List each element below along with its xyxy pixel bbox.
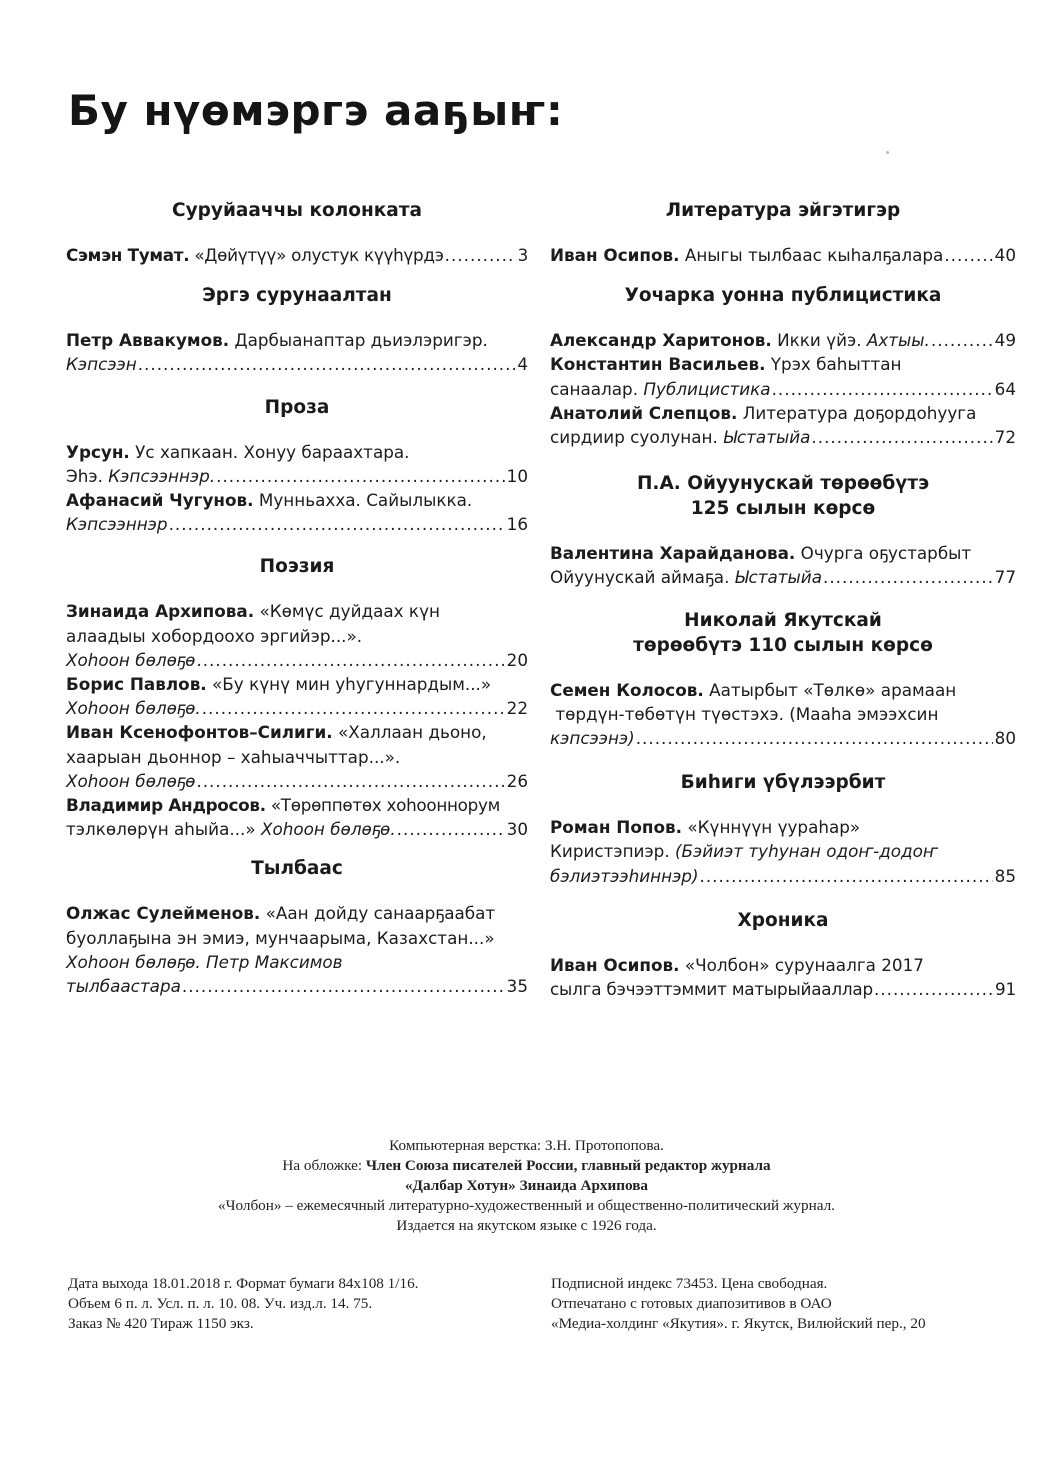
imprint-line: Дата выхода 18.01.2018 г. Формат бумаги 84х108 1/16. xyxy=(68,1275,419,1292)
entry-author: Анатолий Слепцов. xyxy=(550,402,738,423)
entry-author: Зинаида Архипова. xyxy=(66,601,255,622)
toc-section xyxy=(550,471,1016,589)
imprint-line: Отпечатано с готовых диапозитивов в ОАО xyxy=(551,1295,832,1312)
imprint-line: Подписной индекс 73453. Цена свободная. xyxy=(551,1275,828,1292)
toc-entry[interactable] xyxy=(66,599,528,672)
entry-author: Иван Осипов. xyxy=(550,954,680,975)
dot-leader xyxy=(196,648,504,672)
entry-tail: бэлиэтээһиннэр) xyxy=(550,865,699,886)
dot-leader xyxy=(700,864,993,888)
entry-page: 40 xyxy=(994,245,1016,265)
cover-label: На обложке: xyxy=(282,1157,366,1174)
entry-line: «Төрөппөтөх хоһооннорум xyxy=(270,795,500,816)
section-title: П.А. Ойуунускай төрөөбүтэ 125 сылын көрсө xyxy=(636,473,930,520)
dot-leader xyxy=(445,243,516,267)
entry-tail: Ахтыы. xyxy=(866,330,930,351)
entry-tail: Хоһоон бөлөҕө xyxy=(66,649,196,670)
toc-entry[interactable] xyxy=(66,793,528,841)
scan-speck xyxy=(886,151,889,154)
entry-page: 3 xyxy=(517,245,528,265)
entry-author: Иван Осипов. xyxy=(550,245,680,265)
toc-entry[interactable] xyxy=(66,720,528,793)
entry-tail-plain: Эһэ. xyxy=(66,465,103,486)
entry-line: «Чолбон» сурунаалга 2017 xyxy=(684,954,924,975)
section-title: Литература эйгэтигэр xyxy=(665,200,901,221)
entry-page: 72 xyxy=(994,427,1016,448)
entry-tail: Аныгы тылбаас кыһалҕалара xyxy=(684,245,944,265)
toc-section xyxy=(550,283,1016,449)
toc-entry[interactable] xyxy=(66,901,528,998)
entry-author: Роман Попов. xyxy=(550,817,682,838)
entry-page: 49 xyxy=(994,330,1016,351)
toc-entry[interactable] xyxy=(66,488,528,536)
entry-author: Александр Харитонов. xyxy=(550,330,772,351)
dot-leader xyxy=(397,817,505,841)
toc-section xyxy=(66,198,528,267)
toc-section xyxy=(66,283,528,376)
entry-line: Ус хапкаан. Хонуу бараахтара. xyxy=(135,441,410,462)
entry-line: төрдүн-төбөтүн түөстэхэ. (Мааһа эмээхсин xyxy=(550,703,939,724)
entry-author: Владимир Андросов. xyxy=(66,795,266,816)
toc-entry[interactable] xyxy=(550,352,1016,400)
dot-leader xyxy=(202,696,505,720)
entry-page: 64 xyxy=(994,378,1016,399)
section-title: Проза xyxy=(264,396,330,418)
entry-line: хаарыан дьоннор – хаһыаччыттар...». xyxy=(66,746,401,767)
layout-credit: Компьютерная верстка: З.Н. Протопопова. xyxy=(389,1137,664,1154)
dot-leader xyxy=(636,726,993,750)
section-title: Суруйааччы колонката xyxy=(172,200,422,221)
page-title: Бу нүөмэргэ ааҕыҥ: xyxy=(68,86,564,135)
toc-section xyxy=(550,908,1016,1001)
toc-entry[interactable] xyxy=(550,815,1016,888)
entry-author: Семен Колосов. xyxy=(550,679,704,700)
toc-entry[interactable] xyxy=(66,672,528,720)
dot-leader xyxy=(196,769,504,793)
imprint-line: «Медиа-холдинг «Якутия». г. Якутск, Вилюйский пер., 20 xyxy=(551,1315,926,1332)
dot-leader xyxy=(216,464,505,488)
entry-line: «Бу күнү мин уһугуннардым...» xyxy=(212,674,492,695)
entry-author: Иван Ксенофонтов–Силиги. xyxy=(66,722,333,743)
toc-section xyxy=(66,395,528,537)
toc-entry[interactable] xyxy=(66,328,528,376)
entry-line: «Күннүүн үураһар» xyxy=(687,817,861,838)
entry-line: Хоһоон бөлөҕө. Петр Максимов xyxy=(66,951,343,972)
dot-leader xyxy=(772,377,993,401)
entry-page: 22 xyxy=(506,698,528,719)
entry-tail: Хоһоон бөлөҕө xyxy=(66,770,196,791)
toc-left-column xyxy=(66,198,528,998)
entry-tail: Публицистика xyxy=(643,378,771,399)
entry-author: Валентина Харайданова. xyxy=(550,543,796,564)
dot-leader xyxy=(182,974,505,998)
entry-author: Олжас Сулейменов. xyxy=(66,903,261,924)
toc-entry[interactable] xyxy=(550,953,1016,1001)
entry-author: Петр Аввакумов. xyxy=(66,330,230,351)
toc-right-column xyxy=(550,198,1016,1001)
dot-leader xyxy=(874,977,993,1001)
toc-entry[interactable] xyxy=(550,541,1016,589)
imprint-line: Заказ № 420 Тираж 1150 экз. xyxy=(68,1315,254,1332)
entry-line-italic: (Бэйиэт туһунан одоҥ-додоҥ xyxy=(675,841,938,862)
dot-leader xyxy=(169,512,505,536)
entry-line: «Халлаан дьоно, xyxy=(338,722,487,743)
entry-line: буоллаҕына эн эмиэ, мунчаарыма, Казахстан...» xyxy=(66,927,495,948)
toc-entry[interactable] xyxy=(550,243,1016,267)
dot-leader xyxy=(931,328,993,352)
entry-line: Мунньахха. Сайылыкка. xyxy=(258,490,473,511)
entry-page: 80 xyxy=(994,728,1016,749)
journal-about: «Чолбон» – ежемесячный литературно-художественный и общественно-политический журнал. xyxy=(218,1197,835,1214)
entry-page: 35 xyxy=(506,976,528,997)
dot-leader xyxy=(944,243,992,267)
toc-entry[interactable] xyxy=(550,401,1016,449)
cover-text: Член Союза писателей России, главный редактор журнала xyxy=(365,1157,771,1174)
entry-tail-plain: тэлкөлөрүн аһыйа...» xyxy=(66,819,256,840)
entry-line: Аатырбыт «Төлкө» арамаан xyxy=(709,679,957,700)
toc-entry[interactable] xyxy=(66,440,528,488)
imprint-center xyxy=(0,1136,1053,1236)
dot-leader xyxy=(811,425,992,449)
section-title: Биһиги үбүлээрбит xyxy=(680,772,886,794)
journal-about: Издается на якутском языке с 1926 года. xyxy=(396,1217,657,1234)
entry-author: Константин Васильев. xyxy=(550,354,766,375)
dot-leader xyxy=(823,565,993,589)
entry-page: 10 xyxy=(506,465,528,486)
dot-leader xyxy=(138,352,516,376)
entry-line: Үрэх баһыттан xyxy=(770,354,902,375)
entry-line: «Көмүс дуйдаах күн xyxy=(259,601,440,622)
entry-tail: сылга бэчээттэммит матырыйааллар xyxy=(550,979,873,1000)
section-title: Уочарка уонна публицистика xyxy=(624,285,942,307)
section-title: Тылбаас xyxy=(251,858,343,880)
entry-author: Сэмэн Тумат. xyxy=(66,245,190,265)
entry-page: 20 xyxy=(506,649,528,670)
section-title: Эргэ сурунаалтан xyxy=(202,285,392,307)
entry-line: алаадыы хобордоохо эргийэр...». xyxy=(66,625,363,646)
section-title: Поэзия xyxy=(259,556,335,578)
entry-tail-plain: сирдиир суолунан. xyxy=(550,427,718,448)
entry-page: 85 xyxy=(994,865,1016,886)
entry-line: Очурга оҕустарбыт xyxy=(800,543,972,564)
imprint-line: Объем 6 п. л. Усл. п. л. 10. 08. Уч. изд.л. 14. 75. xyxy=(68,1295,373,1312)
entry-tail: кэпсээнэ) xyxy=(550,728,635,749)
entry-tail: Кэпсээннэр xyxy=(66,514,168,535)
entry-tail-plain: Икки үйэ. xyxy=(777,330,862,351)
entry-author: Борис Павлов. xyxy=(66,674,207,695)
entry-tail: Ыстатыйа xyxy=(723,427,811,448)
toc-entry[interactable] xyxy=(550,678,1016,751)
entry-tail-plain: санаалар. xyxy=(550,378,639,399)
imprint-right xyxy=(551,1274,1031,1334)
entry-tail: тылбаастара xyxy=(66,976,181,997)
entry-tail: Кэпсээннэр. xyxy=(108,465,216,486)
entry-tail: «Дөйүтүү» олустук күүһүрдэ xyxy=(194,245,444,265)
toc-section xyxy=(550,770,1016,888)
toc-section xyxy=(66,856,528,998)
entry-tail: Хоһоон бөлөҕө. xyxy=(66,698,201,719)
entry-line: «Аан дойду санаарҕаабат xyxy=(265,903,496,924)
entry-page: 30 xyxy=(506,819,528,840)
imprint-left xyxy=(68,1274,538,1334)
toc-entry[interactable] xyxy=(66,243,528,267)
entry-page: 16 xyxy=(506,514,528,535)
entry-page: 26 xyxy=(506,770,528,791)
entry-tail: Ыстатыйа xyxy=(734,567,822,588)
entry-tail-plain: Ойуунускай аймаҕа. xyxy=(550,567,730,588)
entry-line: Дарбыанаптар дьиэлэригэр. xyxy=(234,330,488,351)
entry-tail: Кэпсээн xyxy=(66,354,137,375)
entry-line: Литература доҕордоһууга xyxy=(742,402,977,423)
section-title: Николай Якутскай төрөөбүтэ 110 сылын көрсө xyxy=(633,609,933,656)
entry-line: Киристэпиэр. xyxy=(550,841,675,862)
entry-tail: Хоһоон бөлөҕө. xyxy=(260,819,396,840)
entry-page: 91 xyxy=(995,979,1016,1000)
toc-section xyxy=(550,198,1016,267)
toc-section xyxy=(66,554,528,841)
entry-author: Афанасий Чугунов. xyxy=(66,490,254,511)
section-title: Хроника xyxy=(737,909,829,931)
toc-section xyxy=(550,608,1016,751)
toc-entry[interactable] xyxy=(550,328,1016,352)
entry-page: 4 xyxy=(517,354,528,375)
cover-text: «Далбар Хотун» Зинаида Архипова xyxy=(404,1177,649,1194)
entry-author: Урсун. xyxy=(66,441,130,462)
entry-page: 77 xyxy=(994,567,1016,588)
